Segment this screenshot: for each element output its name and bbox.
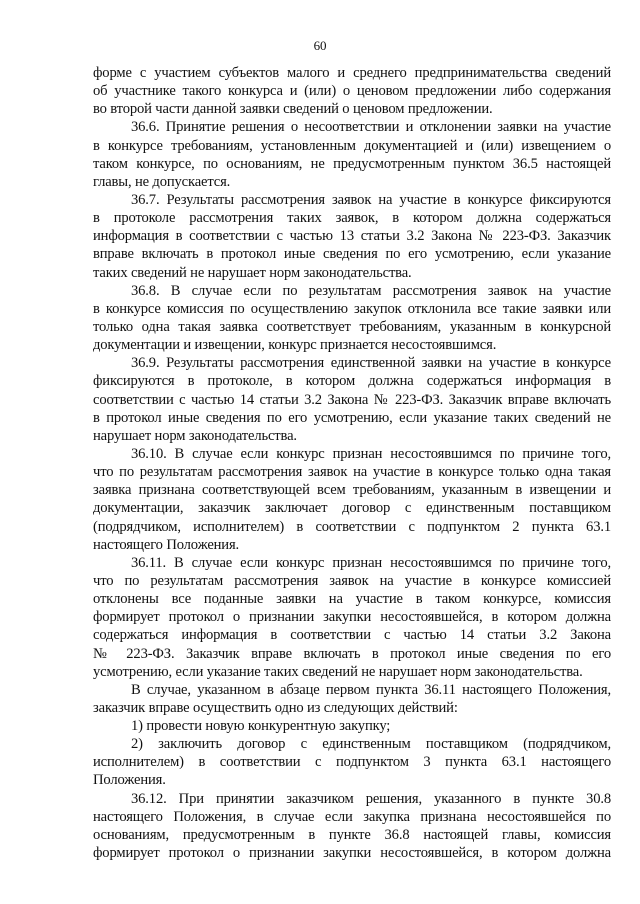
text-line: что по результатам рассмотрения заявок на участие в конкурсе только одна такая [93,464,611,481]
text-line: исполнителем) в соответствии с подпунктом 3 пункта 63.1 настоящего [93,754,611,771]
text-line: формирует протокол о признании закупки несостоявшейся, в котором должна [93,609,611,626]
text-line: содержаться информация в соответствии с частью 14 статьи 3.2 Закона [93,627,611,644]
text-line: во второй части данной заявки сведений о ценовом предложении. [93,101,493,118]
text-line: заявка признана соответствующей всем требованиям, указанным в извещении и [93,482,611,499]
text-line: документации и извещении, конкурс признается несостоявшимся. [93,337,497,354]
text-line: только одна такая заявка соответствует требованиям, указанным в конкурсной [93,318,611,335]
text-line: 36.9. Результаты рассмотрения единственной заявки на участие в конкурсе [131,355,611,372]
text-line: Положения. [93,772,166,789]
text-line: в конкурсе комиссия по осуществлению закупок отклонила все такие заявки или [93,300,611,317]
text-line: об участнике такого конкурса и (или) о ценовом предложении либо содержания [93,83,611,100]
text-line: главы, не допускается. [93,173,231,190]
text-line: таких сведений не нарушает норм законодательства. [93,264,412,281]
text-line: основаниям, предусмотренным в пункте 36.8 настоящей главы, комиссия [93,826,611,843]
text-line: в протокол иные сведения по его усмотрению, если указание таких сведений не [93,409,611,426]
text-line: № 223-ФЗ. Заказчик вправе включать в протокол иные сведения по его [93,645,611,662]
text-line: 36.12. При принятии заказчиком решения, указанного в пункте 30.8 [131,790,611,807]
text-line: настоящего Положения, в случае если закупка признана несостоявшейся по [93,808,611,825]
text-line: заказчик вправе осуществить одно из следующих действий: [93,699,458,716]
text-line: формирует протокол о признании закупки несостоявшейся, в котором должна [93,845,611,862]
text-line: настоящего Положения. [93,536,240,553]
text-line: в протоколе рассмотрения таких заявок, в котором должна содержаться [93,210,611,227]
text-line: документации, заказчик заключает договор с единственным поставщиком [93,500,611,517]
text-line: форме с участием субъектов малого и среднего предпринимательства сведений [93,65,611,81]
text-line: 36.11. В случае если конкурс признан несостоявшимся по причине того, [131,554,611,571]
text-line: 36.7. Результаты рассмотрения заявок на участие в конкурсе фиксируются [131,191,611,208]
text-line: (подрядчиком, исполнителем) в соответствии с подпунктом 2 пункта 63.1 [93,518,611,535]
text-line: 36.8. В случае если по результатам рассмотрения заявок на участие [131,282,611,299]
text-line: фиксируются в протоколе, в котором должна содержаться информация в [93,373,611,390]
text-line: 36.6. Принятие решения о несоответствии и отклонении заявки на участие [131,119,611,136]
text-line: отклонены все поданные заявки на участие в таком конкурсе, комиссия [93,591,611,608]
text-line: вправе включать в протокол иные сведения по его усмотрению, если указание [93,246,611,263]
text-line: 36.10. В случае если конкурс признан несостоявшимся по причине того, [131,445,611,462]
text-line: В случае, указанном в абзаце первом пункта 36.11 настоящего Положения, [131,681,611,698]
text-line: 2) заключить договор с единственным поставщиком (подрядчиком, [131,736,611,753]
text-line: нарушает норм законодательства. [93,427,297,444]
text-line: информация в соответствии с частью 13 статьи 3.2 Закона № 223-ФЗ. Заказчик [93,228,611,245]
text-line: в конкурсе требованиям, установленным документацией и (или) извещением о [93,137,611,154]
text-line: 1) провести новую конкурентную закупку; [131,718,391,735]
text-line: таком конкурсе, по основаниям, не предусмотренным пунктом 36.5 настоящей [93,155,611,172]
text-line: соответствии с частью 14 статьи 3.2 Закона № 223-ФЗ. Заказчик вправе включать [93,391,611,408]
body-text [93,64,611,862]
page-number: 60 [313,38,327,53]
text-line: что по результатам рассмотрения заявок на участие в конкурсе комиссией [93,572,611,589]
text-line: усмотрению, если указание таких сведений не нарушает норм законодательства. [93,663,583,680]
